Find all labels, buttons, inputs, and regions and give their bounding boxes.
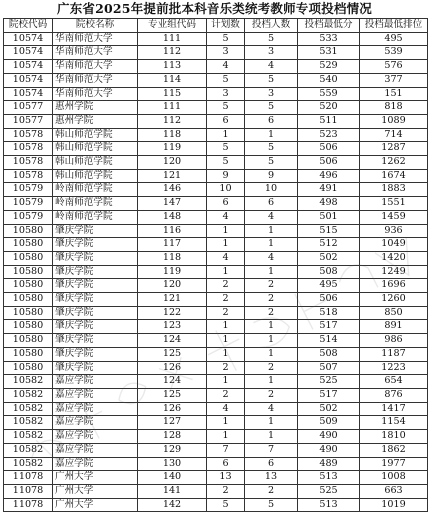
cell-plan-count: 4 (207, 402, 245, 416)
cell-admitted-count: 2 (245, 279, 298, 293)
cell-school-code: 10578 (4, 169, 53, 183)
cell-school-code: 10574 (4, 46, 53, 60)
cell-min-rank: 1862 (360, 443, 428, 457)
cell-major-group-code: 126 (138, 402, 207, 416)
cell-min-score: 517 (298, 388, 360, 402)
cell-school-code: 10574 (4, 87, 53, 101)
cell-school-code: 10580 (4, 361, 53, 375)
table-row (4, 334, 428, 348)
cell-min-score: 523 (298, 128, 360, 142)
cell-major-group-code: 124 (138, 334, 207, 348)
cell-school-code: 10580 (4, 265, 53, 279)
table-row (4, 128, 428, 142)
cell-school-name: 华南师范大学 (53, 32, 138, 46)
cell-admitted-count: 5 (245, 156, 298, 170)
cell-admitted-count: 1 (245, 320, 298, 334)
cell-school-code: 10582 (4, 430, 53, 444)
cell-plan-count: 3 (207, 46, 245, 60)
cell-school-name: 嘉应学院 (53, 443, 138, 457)
cell-plan-count: 9 (207, 169, 245, 183)
cell-school-code: 10582 (4, 388, 53, 402)
cell-plan-count: 4 (207, 210, 245, 224)
table-row (4, 46, 428, 60)
cell-major-group-code: 120 (138, 279, 207, 293)
cell-admitted-count: 6 (245, 457, 298, 471)
cell-plan-count: 2 (207, 293, 245, 307)
table-row (4, 169, 428, 183)
cell-admitted-count: 4 (245, 210, 298, 224)
cell-major-group-code: 115 (138, 87, 207, 101)
cell-major-group-code: 141 (138, 484, 207, 498)
table-row (4, 279, 428, 293)
cell-major-group-code: 123 (138, 320, 207, 334)
cell-admitted-count: 1 (245, 238, 298, 252)
cell-school-name: 韩山师范学院 (53, 128, 138, 142)
cell-min-rank: 714 (360, 128, 428, 142)
cell-min-rank: 1089 (360, 114, 428, 128)
cell-school-name: 嘉应学院 (53, 457, 138, 471)
cell-min-score: 525 (298, 484, 360, 498)
cell-school-name: 华南师范大学 (53, 46, 138, 60)
cell-plan-count: 6 (207, 197, 245, 211)
cell-plan-count: 6 (207, 457, 245, 471)
cell-admitted-count: 2 (245, 388, 298, 402)
cell-major-group-code: 112 (138, 114, 207, 128)
cell-min-rank: 1260 (360, 293, 428, 307)
cell-admitted-count: 6 (245, 197, 298, 211)
table-row (4, 197, 428, 211)
cell-min-rank: 876 (360, 388, 428, 402)
cell-plan-count: 2 (207, 361, 245, 375)
cell-admitted-count: 1 (245, 334, 298, 348)
table-row (4, 265, 428, 279)
cell-plan-count: 5 (207, 498, 245, 512)
cell-school-name: 嘉应学院 (53, 416, 138, 430)
cell-school-name: 肇庆学院 (53, 347, 138, 361)
cell-major-group-code: 117 (138, 238, 207, 252)
cell-major-group-code: 118 (138, 251, 207, 265)
cell-major-group-code: 122 (138, 306, 207, 320)
cell-admitted-count: 3 (245, 46, 298, 60)
cell-min-rank: 1187 (360, 347, 428, 361)
cell-admitted-count: 2 (245, 306, 298, 320)
cell-min-score: 512 (298, 238, 360, 252)
table-row (4, 347, 428, 361)
cell-min-rank: 1262 (360, 156, 428, 170)
cell-school-name: 肇庆学院 (53, 293, 138, 307)
header-min-score: 投档最低分 (298, 19, 360, 33)
cell-school-name: 惠州学院 (53, 101, 138, 115)
cell-min-rank: 1883 (360, 183, 428, 197)
cell-school-code: 10580 (4, 320, 53, 334)
table-header (4, 19, 428, 33)
cell-school-code: 10582 (4, 402, 53, 416)
cell-admitted-count: 9 (245, 169, 298, 183)
table-row (4, 471, 428, 485)
cell-school-name: 嘉应学院 (53, 375, 138, 389)
table-row (4, 87, 428, 101)
cell-school-code: 10578 (4, 128, 53, 142)
cell-major-group-code: 147 (138, 197, 207, 211)
cell-school-name: 嘉应学院 (53, 430, 138, 444)
cell-plan-count: 5 (207, 73, 245, 87)
cell-min-score: 531 (298, 46, 360, 60)
cell-admitted-count: 4 (245, 251, 298, 265)
cell-min-score: 513 (298, 471, 360, 485)
cell-min-score: 502 (298, 251, 360, 265)
cell-school-code: 10578 (4, 142, 53, 156)
cell-major-group-code: 124 (138, 375, 207, 389)
cell-major-group-code: 129 (138, 443, 207, 457)
cell-admitted-count: 1 (245, 416, 298, 430)
cell-school-code: 10574 (4, 60, 53, 74)
cell-major-group-code: 128 (138, 430, 207, 444)
cell-min-score: 496 (298, 169, 360, 183)
cell-min-rank: 986 (360, 334, 428, 348)
cell-major-group-code: 116 (138, 224, 207, 238)
cell-min-score: 515 (298, 224, 360, 238)
cell-plan-count: 5 (207, 101, 245, 115)
cell-major-group-code: 125 (138, 347, 207, 361)
cell-min-score: 529 (298, 60, 360, 74)
cell-school-name: 肇庆学院 (53, 306, 138, 320)
cell-plan-count: 2 (207, 388, 245, 402)
cell-admitted-count: 5 (245, 142, 298, 156)
header-major-group-code: 专业组代码 (138, 19, 207, 33)
cell-school-name: 肇庆学院 (53, 224, 138, 238)
cell-admitted-count: 4 (245, 60, 298, 74)
cell-school-name: 肇庆学院 (53, 334, 138, 348)
cell-plan-count: 1 (207, 320, 245, 334)
cell-min-rank: 1420 (360, 251, 428, 265)
cell-plan-count: 2 (207, 306, 245, 320)
cell-min-score: 559 (298, 87, 360, 101)
cell-admitted-count: 5 (245, 498, 298, 512)
cell-min-rank: 663 (360, 484, 428, 498)
cell-plan-count: 1 (207, 265, 245, 279)
table-row (4, 430, 428, 444)
header-row (4, 19, 428, 33)
cell-school-name: 岭南师范学院 (53, 183, 138, 197)
cell-school-code: 10580 (4, 224, 53, 238)
cell-plan-count: 1 (207, 347, 245, 361)
cell-school-name: 肇庆学院 (53, 279, 138, 293)
cell-plan-count: 1 (207, 430, 245, 444)
cell-plan-count: 7 (207, 443, 245, 457)
cell-min-score: 507 (298, 361, 360, 375)
cell-min-rank: 1249 (360, 265, 428, 279)
cell-school-code: 10582 (4, 457, 53, 471)
cell-min-rank: 1459 (360, 210, 428, 224)
cell-admitted-count: 2 (245, 484, 298, 498)
cell-school-code: 10578 (4, 156, 53, 170)
cell-school-name: 惠州学院 (53, 114, 138, 128)
cell-plan-count: 3 (207, 87, 245, 101)
cell-plan-count: 13 (207, 471, 245, 485)
cell-min-rank: 151 (360, 87, 428, 101)
cell-admitted-count: 5 (245, 73, 298, 87)
cell-plan-count: 1 (207, 128, 245, 142)
cell-plan-count: 4 (207, 251, 245, 265)
cell-school-name: 肇庆学院 (53, 320, 138, 334)
cell-min-score: 517 (298, 320, 360, 334)
cell-school-code: 10580 (4, 293, 53, 307)
cell-min-score: 540 (298, 73, 360, 87)
cell-major-group-code: 146 (138, 183, 207, 197)
cell-min-score: 490 (298, 430, 360, 444)
cell-school-code: 10579 (4, 183, 53, 197)
cell-school-code: 10580 (4, 306, 53, 320)
cell-min-rank: 1810 (360, 430, 428, 444)
table-row (4, 484, 428, 498)
header-min-rank: 投档最低排位 (360, 19, 428, 33)
table-row (4, 251, 428, 265)
cell-major-group-code: 113 (138, 60, 207, 74)
cell-school-code: 10574 (4, 32, 53, 46)
cell-admitted-count: 5 (245, 101, 298, 115)
table-row (4, 156, 428, 170)
cell-school-code: 10580 (4, 251, 53, 265)
table-row (4, 32, 428, 46)
cell-plan-count: 5 (207, 142, 245, 156)
cell-school-name: 广州大学 (53, 471, 138, 485)
cell-plan-count: 2 (207, 484, 245, 498)
cell-school-code: 10577 (4, 101, 53, 115)
table-row (4, 60, 428, 74)
cell-major-group-code: 148 (138, 210, 207, 224)
cell-school-name: 嘉应学院 (53, 402, 138, 416)
header-school-name: 院校名称 (53, 19, 138, 33)
cell-min-rank: 495 (360, 32, 428, 46)
cell-min-rank: 1287 (360, 142, 428, 156)
table-row (4, 224, 428, 238)
header-plan-count: 计划数 (207, 19, 245, 33)
cell-min-rank: 1551 (360, 197, 428, 211)
cell-admitted-count: 2 (245, 293, 298, 307)
cell-min-rank: 1049 (360, 238, 428, 252)
cell-min-rank: 891 (360, 320, 428, 334)
cell-school-name: 岭南师范学院 (53, 210, 138, 224)
cell-major-group-code: 142 (138, 498, 207, 512)
cell-major-group-code: 126 (138, 361, 207, 375)
cell-major-group-code: 114 (138, 73, 207, 87)
cell-school-name: 广州大学 (53, 484, 138, 498)
table-row (4, 293, 428, 307)
cell-school-name: 肇庆学院 (53, 361, 138, 375)
cell-school-name: 岭南师范学院 (53, 197, 138, 211)
cell-admitted-count: 13 (245, 471, 298, 485)
cell-school-name: 韩山师范学院 (53, 156, 138, 170)
cell-admitted-count: 4 (245, 402, 298, 416)
table-row (4, 388, 428, 402)
cell-major-group-code: 127 (138, 416, 207, 430)
cell-min-rank: 1696 (360, 279, 428, 293)
header-admitted-count: 投档人数 (245, 19, 298, 33)
table-row (4, 457, 428, 471)
cell-school-code: 11078 (4, 471, 53, 485)
cell-admitted-count: 5 (245, 32, 298, 46)
cell-school-code: 10579 (4, 197, 53, 211)
cell-plan-count: 1 (207, 416, 245, 430)
cell-min-score: 502 (298, 402, 360, 416)
cell-plan-count: 1 (207, 334, 245, 348)
cell-min-score: 506 (298, 142, 360, 156)
cell-plan-count: 6 (207, 114, 245, 128)
cell-min-score: 533 (298, 32, 360, 46)
header-school-code: 院校代码 (4, 19, 53, 33)
cell-school-code: 10580 (4, 334, 53, 348)
cell-min-score: 501 (298, 210, 360, 224)
table-row (4, 416, 428, 430)
cell-admitted-count: 1 (245, 224, 298, 238)
cell-plan-count: 10 (207, 183, 245, 197)
cell-min-rank: 1674 (360, 169, 428, 183)
cell-plan-count: 1 (207, 375, 245, 389)
cell-major-group-code: 112 (138, 46, 207, 60)
cell-min-score: 514 (298, 334, 360, 348)
cell-major-group-code: 111 (138, 32, 207, 46)
table-row (4, 320, 428, 334)
cell-school-code: 10580 (4, 238, 53, 252)
cell-school-name: 嘉应学院 (53, 388, 138, 402)
cell-min-rank: 818 (360, 101, 428, 115)
table-row (4, 142, 428, 156)
cell-min-score: 506 (298, 293, 360, 307)
cell-min-score: 508 (298, 265, 360, 279)
cell-min-score: 489 (298, 457, 360, 471)
cell-plan-count: 1 (207, 238, 245, 252)
cell-major-group-code: 125 (138, 388, 207, 402)
cell-min-rank: 1008 (360, 471, 428, 485)
cell-admitted-count: 1 (245, 265, 298, 279)
cell-admitted-count: 1 (245, 430, 298, 444)
cell-major-group-code: 120 (138, 156, 207, 170)
cell-min-rank: 1417 (360, 402, 428, 416)
cell-admitted-count: 2 (245, 361, 298, 375)
cell-min-score: 511 (298, 114, 360, 128)
cell-min-rank: 377 (360, 73, 428, 87)
cell-min-rank: 1154 (360, 416, 428, 430)
cell-major-group-code: 118 (138, 128, 207, 142)
cell-school-code: 10580 (4, 279, 53, 293)
cell-school-code: 10582 (4, 416, 53, 430)
cell-min-rank: 1977 (360, 457, 428, 471)
cell-min-score: 495 (298, 279, 360, 293)
cell-plan-count: 5 (207, 32, 245, 46)
cell-school-code: 10579 (4, 210, 53, 224)
cell-min-score: 491 (298, 183, 360, 197)
cell-min-rank: 1019 (360, 498, 428, 512)
cell-admitted-count: 3 (245, 87, 298, 101)
cell-min-rank: 1223 (360, 361, 428, 375)
cell-major-group-code: 119 (138, 142, 207, 156)
cell-school-code: 10577 (4, 114, 53, 128)
table-row (4, 375, 428, 389)
cell-school-name: 广州大学 (53, 498, 138, 512)
table-row (4, 210, 428, 224)
table-row (4, 114, 428, 128)
table-row (4, 443, 428, 457)
cell-major-group-code: 119 (138, 265, 207, 279)
cell-school-code: 10580 (4, 347, 53, 361)
cell-school-name: 韩山师范学院 (53, 169, 138, 183)
cell-major-group-code: 121 (138, 169, 207, 183)
cell-min-score: 506 (298, 156, 360, 170)
cell-min-score: 509 (298, 416, 360, 430)
cell-school-name: 华南师范大学 (53, 60, 138, 74)
cell-school-code: 10574 (4, 73, 53, 87)
table-body (4, 32, 428, 512)
cell-admitted-count: 1 (245, 375, 298, 389)
table-row (4, 361, 428, 375)
cell-min-rank: 936 (360, 224, 428, 238)
cell-school-name: 韩山师范学院 (53, 142, 138, 156)
cell-plan-count: 1 (207, 224, 245, 238)
cell-min-rank: 850 (360, 306, 428, 320)
cell-school-name: 肇庆学院 (53, 238, 138, 252)
cell-plan-count: 2 (207, 279, 245, 293)
cell-school-code: 10582 (4, 443, 53, 457)
cell-min-score: 525 (298, 375, 360, 389)
cell-major-group-code: 121 (138, 293, 207, 307)
cell-min-score: 490 (298, 443, 360, 457)
cell-plan-count: 4 (207, 60, 245, 74)
cell-major-group-code: 130 (138, 457, 207, 471)
cell-min-rank: 539 (360, 46, 428, 60)
cell-min-rank: 576 (360, 60, 428, 74)
cell-admitted-count: 1 (245, 128, 298, 142)
cell-min-score: 518 (298, 306, 360, 320)
table-row (4, 73, 428, 87)
cell-school-name: 肇庆学院 (53, 265, 138, 279)
cell-min-score: 513 (298, 498, 360, 512)
cell-admitted-count: 6 (245, 114, 298, 128)
table-row (4, 306, 428, 320)
cell-school-name: 肇庆学院 (53, 251, 138, 265)
table-row (4, 101, 428, 115)
table-row (4, 402, 428, 416)
cell-major-group-code: 140 (138, 471, 207, 485)
cell-school-code: 11078 (4, 498, 53, 512)
cell-min-score: 508 (298, 347, 360, 361)
cell-school-code: 10582 (4, 375, 53, 389)
table-row (4, 183, 428, 197)
cell-major-group-code: 111 (138, 101, 207, 115)
cell-school-name: 华南师范大学 (53, 73, 138, 87)
cell-admitted-count: 1 (245, 347, 298, 361)
cell-min-score: 520 (298, 101, 360, 115)
cell-plan-count: 5 (207, 156, 245, 170)
cell-min-score: 498 (298, 197, 360, 211)
table-row (4, 238, 428, 252)
cell-school-code: 11078 (4, 484, 53, 498)
page-title: 广东省2025年提前批本科音乐类统考教师专项投档情况 (57, 1, 372, 16)
cell-min-rank: 654 (360, 375, 428, 389)
cell-admitted-count: 10 (245, 183, 298, 197)
cell-admitted-count: 7 (245, 443, 298, 457)
cell-school-name: 华南师范大学 (53, 87, 138, 101)
admission-table (3, 18, 428, 512)
table-row (4, 498, 428, 512)
